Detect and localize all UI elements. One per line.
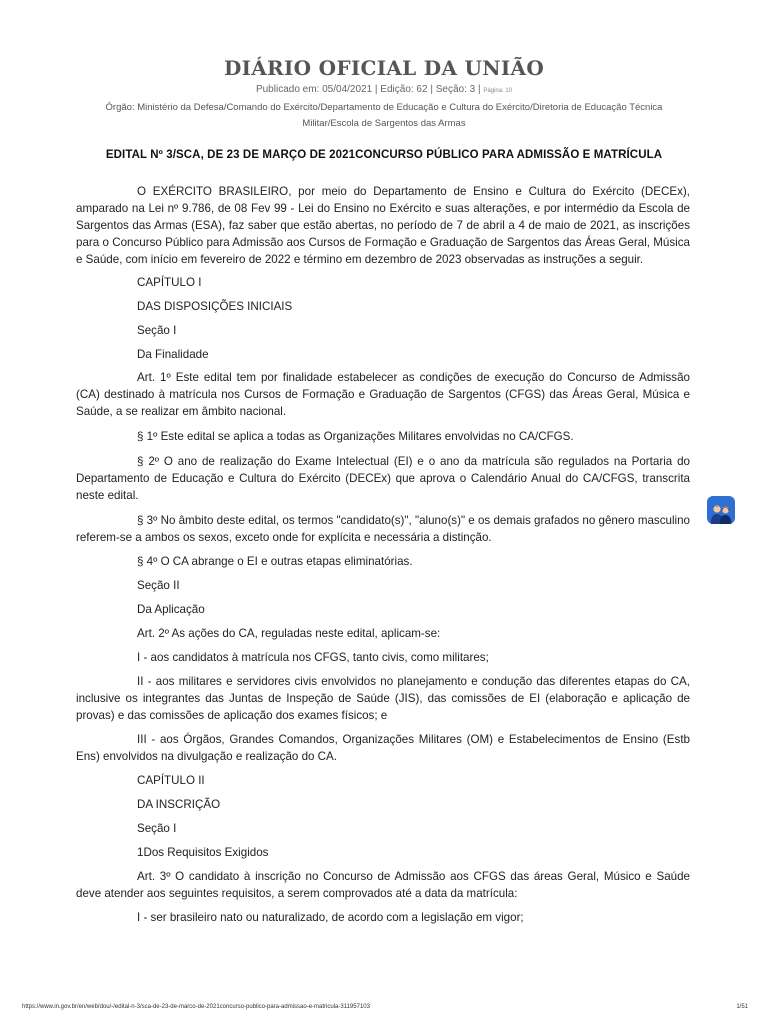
- people-avatar-icon: [709, 502, 733, 524]
- chapter-title: DA INSCRIÇÃO: [137, 798, 221, 811]
- article-2: Art. 2º As ações do CA, reguladas neste edital, aplicam-se:: [137, 627, 441, 640]
- article-3-item-i: I - ser brasileiro nato ou naturalizado, de acordo com a legislação em vigor;: [137, 911, 524, 924]
- chapter-heading: CAPÍTULO I: [137, 276, 202, 289]
- document-body: [76, 183, 690, 926]
- intro-paragraph: O EXÉRCITO BRASILEIRO, por meio do Departamento de Ensino e Cultura do Exército (DECEx), amparado na Lei nº 9.786, de 08 Fev 99 - Lei do Ensino no Exército e suas alterações, e por intermédio da Escola de Sargentos das Armas (ESA), faz saber que estão abertas, no período de 7 de abril a 4 de maio de 2021, as inscrições para o Concurso Público para Admissão aos Cursos de Formação e Graduação de Sargentos das Áreas Geral, Música e Saúde, com início em fevereiro de 2022 e término em dezembro de 2023 observadas as instruções a seguir.: [76, 185, 690, 266]
- chapter-title: DAS DISPOSIÇÕES INICIAIS: [137, 300, 293, 313]
- article-2-item-i: I - aos candidatos à matrícula nos CFGS, tanto civis, como militares;: [137, 651, 489, 664]
- section-title: Da Finalidade: [137, 348, 209, 361]
- section-heading: Seção II: [137, 579, 180, 592]
- page-number-label: Página: 10: [483, 88, 513, 94]
- article-1-paragraph-4: § 4º O CA abrange o EI e outras etapas eliminatórias.: [137, 555, 413, 568]
- section-title: Da Aplicação: [137, 603, 205, 616]
- publication-meta: Publicado em: 05/04/2021 | Edição: 62 | Seção: 3 |: [255, 84, 481, 95]
- orgao-line-1: Órgão: Ministério da Defesa/Comando do Exército/Departamento de Educação e Cultura do Exército/Diretoria de Educação Técnica: [105, 102, 663, 113]
- article-1-paragraph-2: § 2º O ano de realização do Exame Intelectual (EI) e o ano da matrícula são regulados na Portaria do Departamento de Educação e Cultura do Exército (DECEx) que aprova o Calendário Anual do CA/CFGS, transcrita neste edital.: [76, 455, 690, 502]
- chapter-heading: CAPÍTULO II: [137, 774, 205, 787]
- article-3: Art. 3º O candidato à inscrição no Concurso de Admissão aos CFGS das áreas Geral, Músico e Saúde deve atender aos seguintes requisitos, a serem comprovados até a data da matrícula:: [76, 870, 690, 900]
- article-1: Art. 1º Este edital tem por finalidade estabelecer as condições de execução do Concurso de Admissão (CA) destinado à matrícula nos Cursos de Formação e Graduação de Sargentos (CFGS) das Áreas Geral, Música e Saúde, a se realizar em âmbito nacional.: [76, 371, 690, 418]
- article-1-paragraph-3: § 3º No âmbito deste edital, os termos "candidato(s)", "aluno(s)" e os demais grafados no gênero masculino referem-se a ambos os sexos, exceto onde for explícita e necessária a distinção.: [76, 514, 691, 544]
- article-1-paragraph-1: § 1º Este edital se aplica a todas as Organizações Militares envolvidas no CA/CFGS.: [137, 430, 574, 443]
- section-heading: Seção I: [137, 822, 177, 835]
- orgao-info: [78, 100, 690, 132]
- edital-title: EDITAL Nº 3/SCA, DE 23 DE MARÇO DE 2021CONCURSO PÚBLICO PARA ADMISSÃO E MATRÍCULA: [105, 149, 663, 161]
- section-heading: Seção I: [137, 324, 177, 337]
- accessibility-avatar-button[interactable]: [707, 496, 735, 524]
- orgao-line-2: Militar/Escola de Sargentos das Armas: [302, 118, 466, 129]
- article-2-item-iii: III - aos Órgãos, Grandes Comandos, Organizações Militares (OM) e Estabelecimentos de Ensino (Estb Ens) envolvidos na divulgação e realização do CA.: [76, 733, 690, 763]
- masthead-title: DIÁRIO OFICIAL DA UNIÃO: [223, 56, 545, 80]
- page-url: https://www.in.gov.br/en/web/dou/-/edital-n-3/sca-de-23-de-marco-de-2021concurso-publico-para-admissao-e-matricula-311957103: [22, 1004, 370, 1010]
- article-2-item-ii: II - aos militares e servidores civis envolvidos no planejamento e condução das diferentes etapas do CA, inclusive os integrantes das Juntas de Inspeção de Saúde (JIS), das comissões de EI (elaboração e aplicação de provas) e das comissões de aplicação dos exames físicos; e: [76, 675, 690, 722]
- page-counter: 1/51: [736, 1004, 748, 1010]
- publication-info: [0, 84, 768, 95]
- section-title: 1Dos Requisitos Exigidos: [137, 846, 269, 859]
